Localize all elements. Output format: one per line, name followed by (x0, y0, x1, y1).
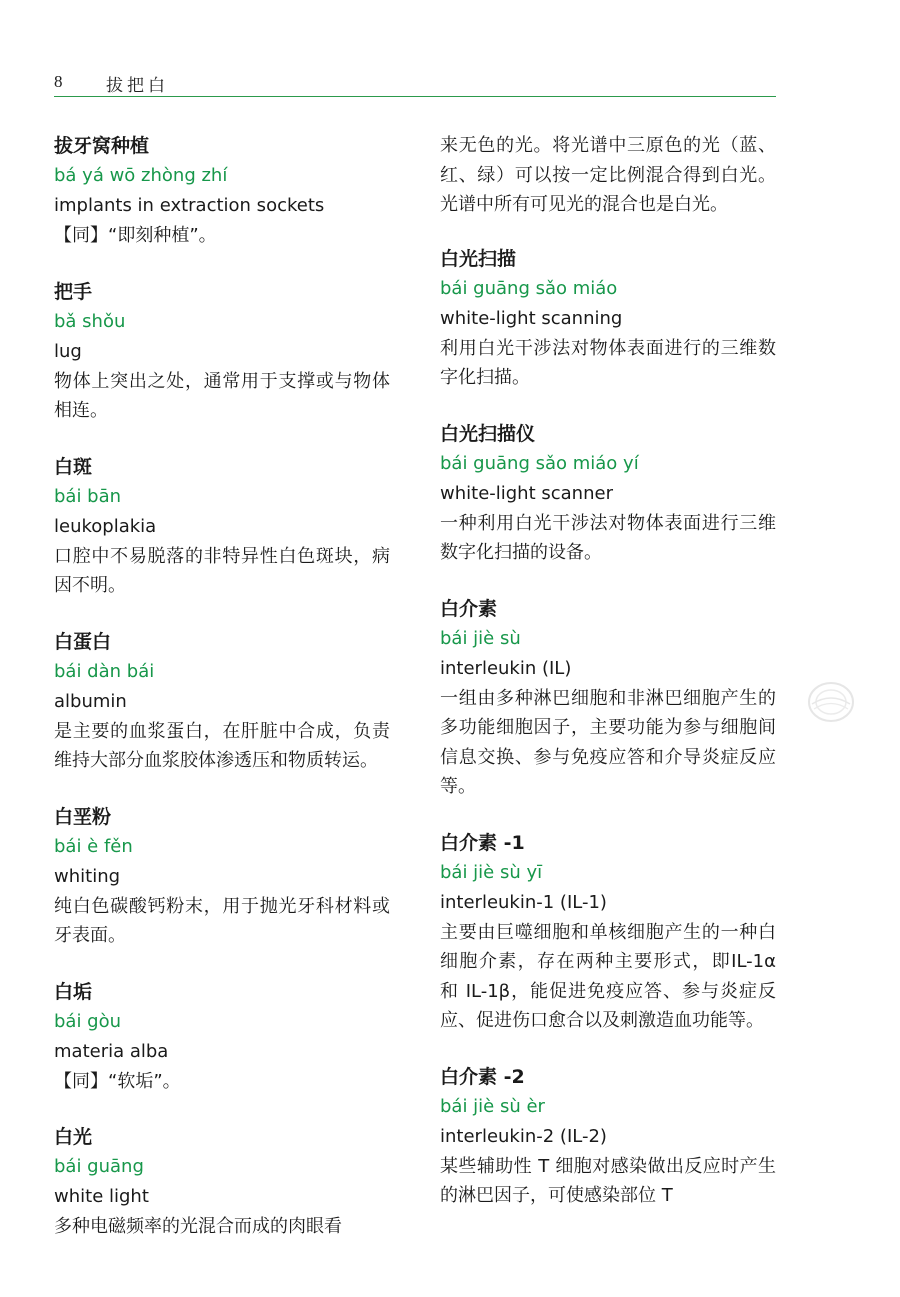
dictionary-entry (440, 419, 776, 568)
entry-definition: 是主要的血浆蛋白，在肝脏中合成，负责维持大部分血浆胶体渗透压和物质转运。 (54, 720, 390, 771)
running-head: 拔把白 (106, 76, 169, 96)
entry-headword: 白介素 -2 (440, 1065, 525, 1088)
entry-headword: 白垩粉 (54, 805, 112, 828)
dictionary-entry (440, 828, 776, 1036)
entry-definition: 【同】“软垢”。 (54, 1070, 181, 1092)
entry-pinyin: bái è fěn (54, 835, 133, 857)
entry-headword: 白斑 (54, 455, 93, 478)
entry-english: white-light scanner (440, 482, 613, 504)
left-column (54, 131, 390, 1297)
entry-english: interleukin (IL) (440, 657, 572, 679)
entry-definition: 【同】“即刻种植”。 (54, 225, 217, 246)
dictionary-entry (54, 977, 390, 1097)
entry-english: materia alba (54, 1040, 169, 1062)
entry-english: interleukin-2 (IL-2) (440, 1125, 607, 1147)
right-column (440, 131, 776, 1237)
watermark-seal-icon (806, 680, 856, 724)
entry-headword: 白介素 (440, 597, 498, 620)
entry-definition: 物体上突出之处，通常用于支撑或与物体相连。 (54, 370, 390, 421)
entry-english: white light (54, 1186, 149, 1207)
dictionary-entry (54, 277, 390, 426)
entry-definition: 多种电磁频率的光混合而成的肉眼看 (54, 1216, 342, 1237)
entry-english: albumin (54, 690, 127, 712)
continued-definition: 来无色的光。将光谱中三原色的光（蓝、红、绿）可以按一定比例混合得到白光。光谱中所有可见光的混合也是白光。 (440, 135, 776, 215)
dictionary-entry (54, 802, 390, 951)
entry-definition: 一组由多种淋巴细胞和非淋巴细胞产生的多功能细胞因子，主要功能为参与细胞间信息交换、参与免疫应答和介导炎症反应等。 (440, 687, 776, 797)
entry-pinyin: bá yá wō zhòng zhí (54, 165, 228, 186)
dictionary-entry (54, 1122, 390, 1271)
dictionary-entry (440, 1062, 776, 1211)
entry-headword: 白光扫描仪 (440, 422, 536, 445)
page-number: 8 (54, 72, 63, 91)
entry-definition: 一种利用白光干涉法对物体表面进行三维数字化扫描的设备。 (440, 512, 776, 563)
dictionary-entry (440, 244, 776, 393)
entry-pinyin: bái bān (54, 485, 122, 507)
header-rule (54, 96, 776, 97)
page-header (54, 70, 776, 98)
entry-pinyin: bái gòu (54, 1010, 122, 1032)
entry-pinyin: bái guāng sǎo miáo yí (440, 452, 639, 474)
dictionary-entry (440, 594, 776, 802)
entry-headword: 白光 (54, 1126, 93, 1148)
entry-english: leukoplakia (54, 515, 157, 537)
entry-pinyin: bái guāng (54, 1156, 144, 1177)
dictionary-entry (54, 131, 390, 251)
dictionary-entry (54, 452, 390, 601)
entry-headword: 把手 (54, 280, 93, 303)
entry-definition: 纯白色碳酸钙粉末，用于抛光牙科材料或牙表面。 (54, 895, 390, 946)
entry-headword: 拔牙窝种植 (54, 135, 150, 157)
entry-pinyin: bái jiè sù (440, 627, 521, 649)
entry-english: whiting (54, 865, 121, 887)
entry-english: implants in extraction sockets (54, 195, 325, 216)
dictionary-entry (54, 627, 390, 776)
entry-headword: 白光扫描 (440, 247, 517, 270)
entry-pinyin: bǎ shǒu (54, 310, 126, 332)
entry-headword: 白介素 -1 (440, 831, 525, 854)
entry-pinyin: bái jiè sù èr (440, 1095, 545, 1117)
entry-english: white-light scanning (440, 307, 623, 329)
entry-headword: 白蛋白 (54, 630, 112, 653)
entry-english: interleukin-1 (IL-1) (440, 891, 607, 913)
entry-pinyin: bái guāng sǎo miáo (440, 277, 618, 299)
entry-definition: 口腔中不易脱落的非特异性白色斑块，病因不明。 (54, 545, 390, 596)
entry-english: lug (54, 340, 82, 362)
entry-headword: 白垢 (54, 980, 93, 1003)
entry-pinyin: bái jiè sù yī (440, 861, 543, 883)
entry-pinyin: bái dàn bái (54, 660, 155, 682)
entry-definition: 某些辅助性 T 细胞对感染做出反应时产生的淋巴因子，可使感染部位 T (440, 1155, 776, 1206)
entry-definition: 利用白光干涉法对物体表面进行的三维数字化扫描。 (440, 337, 776, 388)
entry-definition: 主要由巨噬细胞和单核细胞产生的一种白细胞介素，存在两种主要形式，即IL-1α 和 IL-1β，能促进免疫应答、参与炎症反应、促进伤口愈合以及刺激造血功能等。 (440, 921, 776, 1031)
